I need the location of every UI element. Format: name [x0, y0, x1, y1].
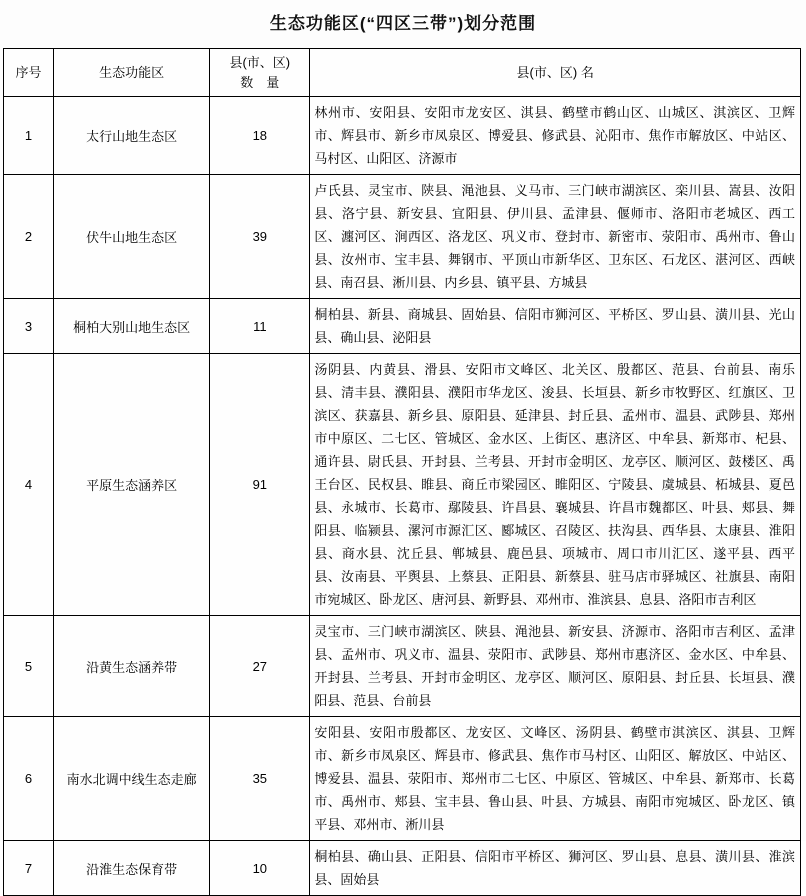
- header-count-line2: 数 量: [240, 74, 280, 90]
- row-number: 7: [4, 841, 54, 896]
- table-row: [4, 97, 801, 175]
- county-count: 18: [210, 97, 310, 175]
- county-names: 桐柏县、确山县、正阳县、信阳市平桥区、狮河区、罗山县、息县、潢川县、淮滨县、固始县: [310, 841, 801, 896]
- row-number: 5: [4, 616, 54, 717]
- table-row: [4, 299, 801, 354]
- table-row: [4, 717, 801, 841]
- header-row: [4, 49, 801, 97]
- county-count: 91: [210, 354, 310, 616]
- row-number: 3: [4, 299, 54, 354]
- table-header: [4, 49, 801, 97]
- table-row: [4, 616, 801, 717]
- county-count: 27: [210, 616, 310, 717]
- row-number: 4: [4, 354, 54, 616]
- row-number: 2: [4, 175, 54, 299]
- table-body: [4, 97, 801, 896]
- row-number: 6: [4, 717, 54, 841]
- county-names: 桐柏县、新县、商城县、固始县、信阳市狮河区、平桥区、罗山县、潢川县、光山县、确山县、泌阳县: [310, 299, 801, 354]
- header-count: [210, 49, 310, 97]
- county-count: 39: [210, 175, 310, 299]
- county-names: 灵宝市、三门峡市湖滨区、陕县、渑池县、新安县、济源市、洛阳市吉利区、孟津县、孟州市、巩义市、温县、荥阳市、武陟县、郑州市惠济区、金水区、中牟县、开封县、兰考县、开封市金明区、龙亭区、顺河区、原阳县、封丘县、长垣县、濮阳县、范县、台前县: [310, 616, 801, 717]
- zone-name: 伏牛山地生态区: [54, 175, 210, 299]
- county-names: 安阳县、安阳市殷都区、龙安区、文峰区、汤阴县、鹤壁市淇滨区、淇县、卫辉市、新乡市凤泉区、辉县市、修武县、焦作市马村区、山阳区、解放区、中站区、博爱县、温县、荥阳市、郑州市二七区、中原区、管城区、中牟县、新郑市、长葛市、禹州市、郏县、宝丰县、鲁山县、叶县、方城县、南阳市宛城区、卧龙区、镇平县、邓州市、淅川县: [310, 717, 801, 841]
- county-count: 11: [210, 299, 310, 354]
- header-names: 县(市、区) 名: [310, 49, 801, 97]
- table-row: [4, 841, 801, 896]
- row-number: 1: [4, 97, 54, 175]
- county-names: 汤阴县、内黄县、滑县、安阳市文峰区、北关区、殷都区、范县、台前县、南乐县、清丰县、濮阳县、濮阳市华龙区、浚县、长垣县、新乡市牧野区、红旗区、卫滨区、获嘉县、新乡县、原阳县、延津县、封丘县、孟州市、温县、武陟县、郑州市中原区、二七区、管城区、金水区、上街区、惠济区、中牟县、新郑市、杞县、通许县、尉氏县、开封县、兰考县、开封市金明区、龙亭区、顺河区、鼓楼区、禹王台区、民权县、睢县、商丘市梁园区、睢阳区、宁陵县、虞城县、柘城县、夏邑县、永城市、长葛市、鄢陵县、许昌县、襄城县、许昌市魏都区、叶县、郏县、舞阳县、临颍县、漯河市源汇区、郾城区、召陵区、扶沟县、西华县、太康县、淮阳县、商水县、沈丘县、郸城县、鹿邑县、项城市、周口市川汇区、遂平县、西平县、汝南县、平舆县、上蔡县、正阳县、新蔡县、驻马店市驿城区、社旗县、南阳市宛城区、卧龙区、唐河县、新野县、邓州市、淮滨县、息县、洛阳市吉利区: [310, 354, 801, 616]
- page-title: 生态功能区(“四区三带”)划分范围: [269, 14, 537, 33]
- header-count-line1: 县(市、区): [229, 54, 291, 70]
- zone-name: 太行山地生态区: [54, 97, 210, 175]
- county-count: 35: [210, 717, 310, 841]
- zone-name: 南水北调中线生态走廊: [54, 717, 210, 841]
- county-names: 林州市、安阳县、安阳市龙安区、淇县、鹤壁市鹤山区、山城区、淇滨区、卫辉市、辉县市、新乡市凤泉区、博爱县、修武县、沁阳市、焦作市解放区、中站区、马村区、山阳区、济源市: [310, 97, 801, 175]
- zone-name: 桐柏大别山地生态区: [54, 299, 210, 354]
- zone-name: 沿黄生态涵养带: [54, 616, 210, 717]
- zone-name: 沿淮生态保育带: [54, 841, 210, 896]
- header-no: 序号: [4, 49, 54, 97]
- table-row: [4, 354, 801, 616]
- table-row: [4, 175, 801, 299]
- zone-division-table: [3, 48, 801, 896]
- header-zone: 生态功能区: [54, 49, 210, 97]
- zone-name: 平原生态涵养区: [54, 354, 210, 616]
- county-count: 10: [210, 841, 310, 896]
- county-names: 卢氏县、灵宝市、陕县、渑池县、义马市、三门峡市湖滨区、栾川县、嵩县、汝阳县、洛宁县、新安县、宜阳县、伊川县、孟津县、偃师市、洛阳市老城区、西工区、瀍河区、涧西区、洛龙区、巩义市、登封市、新密市、荥阳市、禹州市、鲁山县、汝州市、宝丰县、舞钢市、平顶山市新华区、卫东区、石龙区、湛河区、西峡县、南召县、淅川县、内乡县、镇平县、方城县: [310, 175, 801, 299]
